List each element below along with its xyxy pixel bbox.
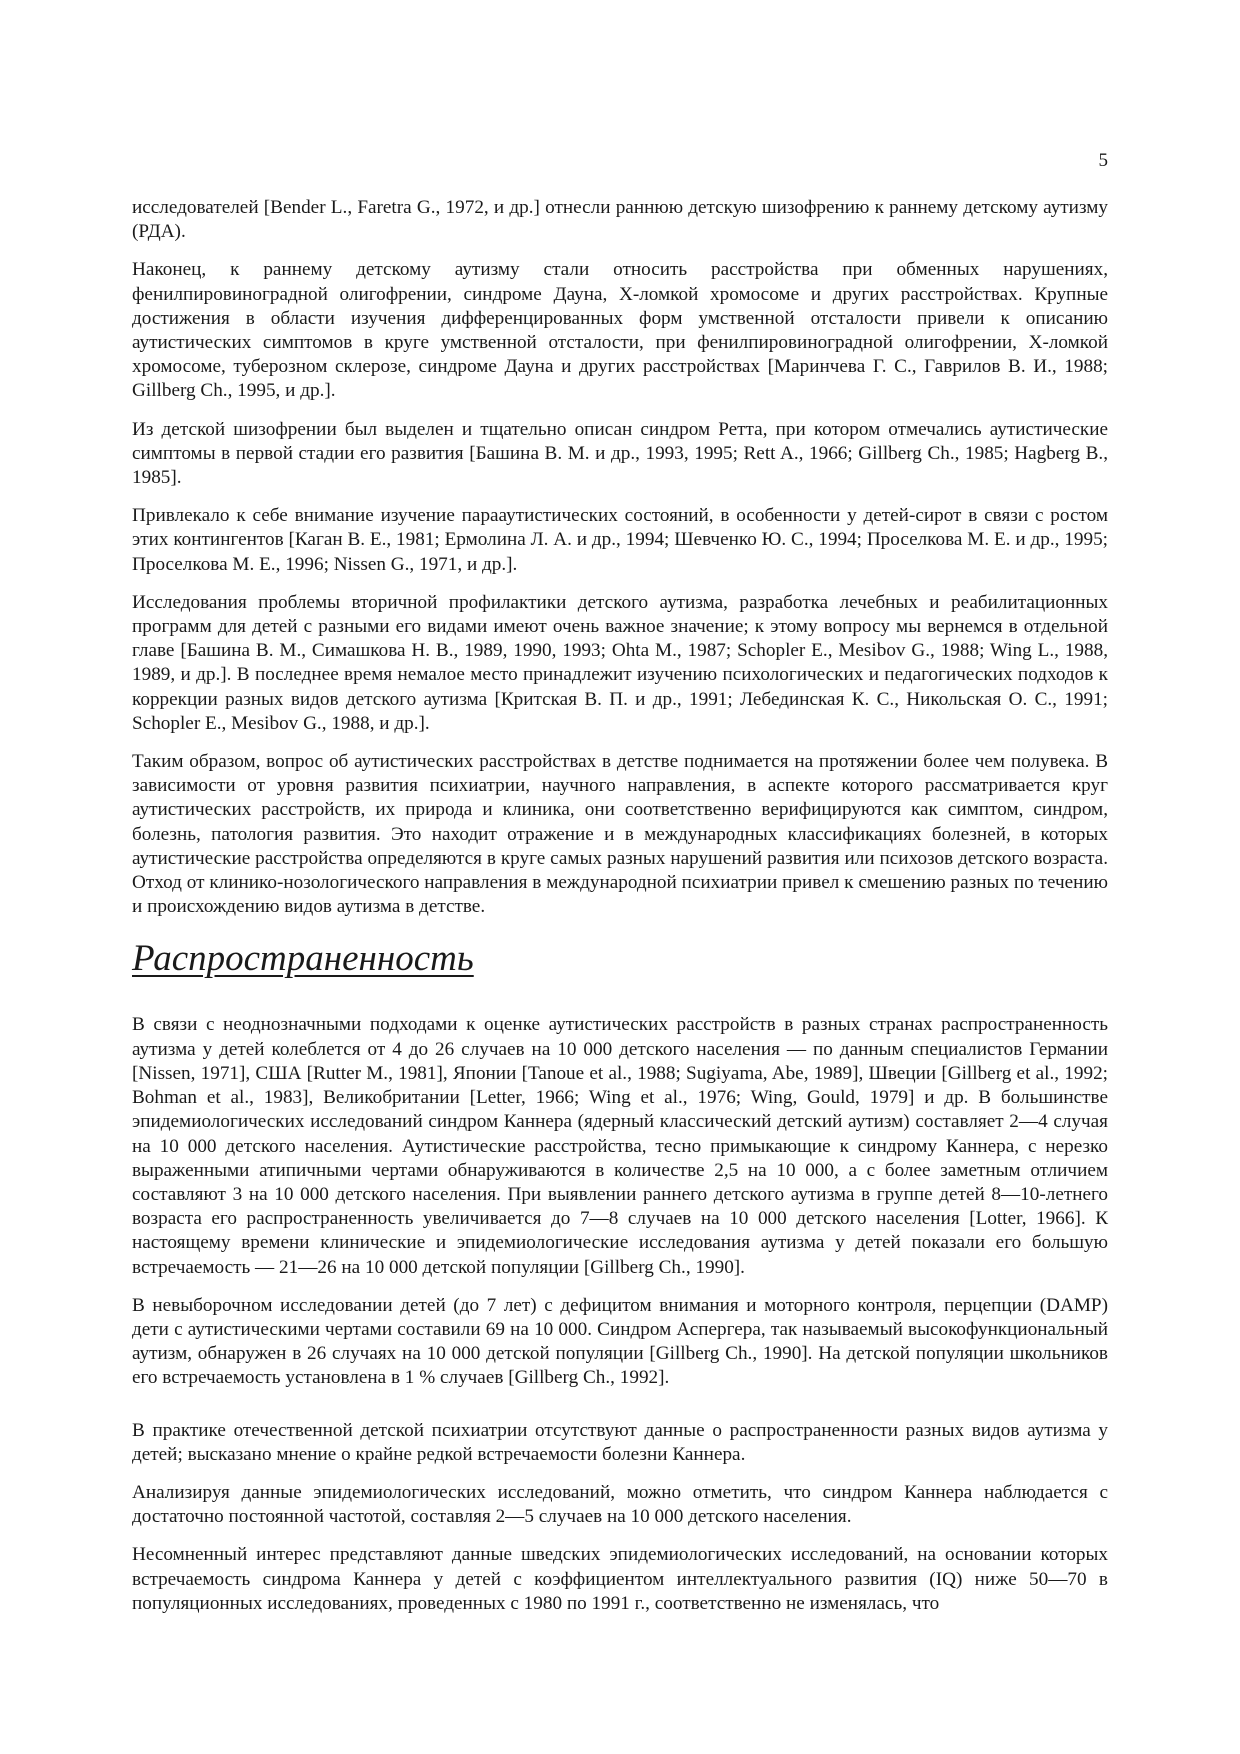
section-heading: Распространенность — [132, 938, 474, 980]
paragraph: В практике отечественной детской психиатрии отсутствуют данные о распространенности разных видов аутизма у детей; высказано мнение о крайне редкой встречаемости болезни Каннера. — [132, 1419, 1108, 1465]
paragraph: В невыборочном исследовании детей (до 7 лет) с дефицитом внимания и моторного контроля, перцепции (DAMP) дети с аутистическими чертами составили 69 на 10 000. Синдром Аспергера, так называемый высокофункциональный аутизм, обнаружен в 26 случаях на 10 000 детской популяции [Gillberg Ch., 1990]. На детской популяции школьников его встречаемость установлена в 1 % случаев [Gillberg Ch., 1992]. — [132, 1294, 1108, 1389]
paragraph: исследователей [Bender L., Faretra G., 1972, и др.] отнесли раннюю детскую шизофрению к раннему детскому аутизму (РДА). — [132, 197, 1108, 243]
page-number: 5 — [1098, 150, 1108, 171]
paragraph: Таким образом, вопрос об аутистических расстройствах в детстве поднимается на протяжении более чем полувека. В зависимости от уровня развития психиатрии, научного направления, в аспекте которого рассматривается круг аутистических расстройств, их природа и клиника, они соответственно верифицируются как симптом, синдром, болезнь, патология развития. Это находит отражение и в международных классификациях болезней, в которых аутистические расстройства определяются в круге самых разных нарушений развития или психозов детского возраста. Отход от клинико-нозологического направления в международной психиатрии привел к смешению разных по течению и происхождению видов аутизма в детстве. — [132, 751, 1108, 918]
paragraph: Наконец, к раннему детскому аутизму стали относить расстройства при обменных нарушениях, фенилпировиноградной олигофрении, синдроме Дауна, X-ломкой хромосоме и других расстройствах. Крупные достижения в области изучения дифференцированных форм умственной отсталости привели к описанию аутистических симптомов в круге умственной отсталости, при фенилпировиноградной олигофрении, X-ломкой хромосоме, туберозном склерозе, синдроме Дауна и других расстройствах [Маринчева Г. С., Гаврилов В. И., 1988; Gillberg Ch., 1995, и др.]. — [132, 259, 1108, 402]
paragraph: Анализируя данные эпидемиологических исследований, можно отметить, что синдром Каннера наблюдается с достаточно постоянной частотой, составляя 2—5 случаев на 10 000 детского населения. — [132, 1481, 1108, 1528]
paragraph: Привлекало к себе внимание изучение парааутистических состояний, в особенности у детей-сирот в связи с ростом этих контингентов [Каган В. Е., 1981; Ермолина Л. А. и др., 1994; Шевченко Ю. С., 1994; Проселкова М. Е. и др., 1995; Проселкова М. Е., 1996; Nissen G., 1971, и др.]. — [132, 505, 1108, 575]
paragraph: Исследования проблемы вторичной профилактики детского аутизма, разработка лечебных и реабилитационных программ для детей с разными его видами имеют очень важное значение; к этому вопросу мы вернемся в отдельной главе [Башина В. М., Симашкова Н. В., 1989, 1990, 1993; Ohta M., 1987; Schopler E., Mesibov G., 1988; Wing L., 1988, 1989, и др.]. В последнее время немалое место принадлежит изучению психологических и педагогических подходов к коррекции разных видов детского аутизма [Критская В. П. и др., 1991; Лебединская К. С., Никольская О. С., 1991; Schopler E., Mesibov G., 1988, и др.]. — [132, 591, 1108, 734]
paragraph: Несомненный интерес представляют данные шведских эпидемиологических исследований, на основании которых встречаемость синдрома Каннера у детей с коэффициентом интеллектуального развития (IQ) ниже 50—70 в популяционных исследованиях, проведенных с 1980 по 1991 г., соответственно не изменялась, что — [132, 1544, 1108, 1614]
paragraph: Из детской шизофрении был выделен и тщательно описан синдром Ретта, при котором отмечались аутистические симптомы в первой стадии его развития [Башина В. М. и др., 1993, 1995; Rett A., 1966; Gillberg Ch., 1985; Hagberg B., 1985]. — [132, 418, 1108, 489]
document-body — [132, 196, 1108, 1630]
paragraph: В связи с неоднозначными подходами к оценке аутистических расстройств в разных странах распространенность аутизма у детей колеблется от 4 до 26 случаев на 10 000 детского населения — по данным специалистов Германии [Nissen, 1971], США [Rutter M., 1981], Японии [Tanoue et al., 1988; Sugiyama, Abe, 1989], Швеции [Gillberg et al., 1992; Bohman et al., 1983], Великобритании [Letter, 1966; Wing et al., 1976; Wing, Gould, 1979] и др. В большинстве эпидемиологических исследований синдром Каннера (ядерный классический детский аутизм) составляет 2—4 случая на 10 000 детского населения. Аутистические расстройства, тесно примыкающие к синдрому Каннера, с нерезко выраженными атипичными чертами обнаруживаются в количестве 2,5 на 10 000, а с более заметным отличием составляют 3 на 10 000 детского населения. При выявлении раннего детского аутизма в группе детей 8—10-летнего возраста его распространенность увеличивается до 7—8 случаев на 10 000 детского населения [Lotter, 1966]. К настоящему времени клинические и эпидемиологические исследования аутизма у детей показали его большую встречаемость — 21—26 на 10 000 детской популяции [Gillberg Ch., 1990]. — [132, 1014, 1108, 1278]
